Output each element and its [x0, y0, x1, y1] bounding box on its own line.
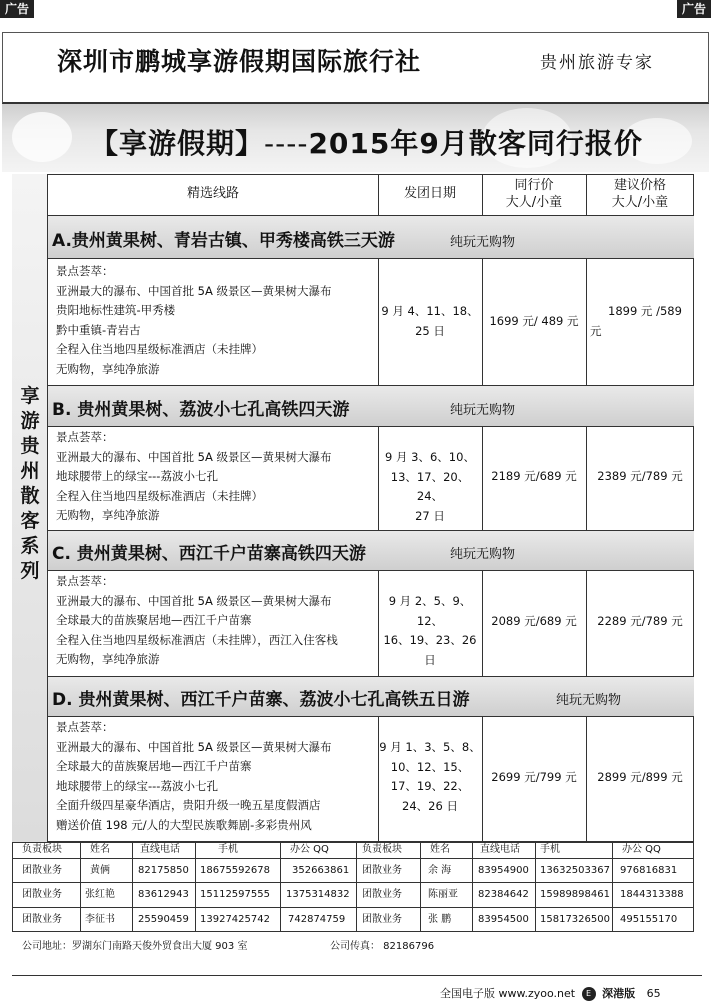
agency-name: 深圳市鹏城享游假期国际旅行社: [57, 47, 422, 76]
col-header-departure: 发团日期: [403, 186, 456, 201]
title-dashes: ----: [264, 127, 309, 160]
route-b-suggested-price: 2389 元/789 元: [597, 469, 683, 483]
route-a-note: 纯玩无购物: [450, 235, 516, 250]
route-c-highlights: 景点荟萃： 亚洲最大的瀑布、中国首批 5A 级景区—黄果树大瀑布 全球最大的苗族聚居地—西江千户苗寨 全程入住当地四星级标准酒店（未挂牌），西江入住客栈 无购物，享纯净旅游: [56, 574, 338, 666]
route-b-highlights: 景点荟萃： 亚洲最大的瀑布、中国首批 5A 级景区—黄果树大瀑布 地球腰带上的绿宝---荔波小七孔 全程入住当地四星级标准酒店（未挂牌） 无购物，享纯净旅游: [56, 430, 332, 522]
page-title: [90, 122, 643, 162]
page-footer: [440, 985, 661, 1001]
route-b-name: B. 贵州黄果树、荔波小七孔高铁四天游: [52, 400, 350, 420]
route-a-trade-price: 1699 元/ 489 元: [489, 314, 579, 328]
col-header-trade-price: 同行价 大人/小童: [505, 178, 563, 210]
edition-badge-icon: E: [582, 987, 596, 1001]
route-c-trade-price: 2089 元/689 元: [491, 614, 577, 628]
company-address: 公司地址：罗湖东门南路天俊外贸食出大厦 903 室: [22, 941, 248, 952]
contact-row: 团散业务 黄俩 82175850 18675592678 352663861 团散业务 余 海 83954900 13632503367 976816831: [22, 865, 678, 876]
section-label: 深港版: [602, 987, 636, 1000]
contact-row: 团散业务 张红艳 83612943 15112597555 1375314832 团散业务 陈丽亚 82384642 15989898461 1844313388: [22, 889, 684, 900]
route-c-dates: 9 月 2、5、9、12、 16、19、23、26 日: [383, 594, 477, 667]
col-header-suggested-price: 建议价格 大人/小童: [611, 178, 669, 210]
route-c-name: C. 贵州黄果树、西江千户苗寨高铁四天游: [52, 544, 366, 564]
route-d-dates: 9 月 1、3、5、8、 10、12、15、 17、19、22、 24、26 日: [379, 740, 481, 813]
title-rest: 2015年9月散客同行报价: [308, 127, 643, 160]
route-a-dates: 9 月 4、11、18、 25 日: [381, 304, 479, 338]
contact-row: 团散业务 李征书 25590459 13927425742 742874759 团散业务 张 鹏 83954500 15817326500 495155170: [22, 914, 678, 925]
sidebar-text: 享 游 贵 州 散 客 系 列: [20, 385, 40, 582]
route-b-trade-price: 2189 元/689 元: [491, 469, 577, 483]
specialist-tagline: 贵州旅游专家: [540, 53, 654, 73]
col-header-route: 精选线路: [186, 186, 239, 201]
route-d-note: 纯玩无购物: [556, 693, 622, 708]
route-a-highlights: 景点荟萃： 亚洲最大的瀑布、中国首批 5A 级景区—黄果树大瀑布 贵阳地标性建筑-甲秀楼 黔中重镇-青岩古 全程入住当地四星级标准酒店（未挂牌） 无购物，享纯净旅游: [56, 264, 332, 376]
company-fax: 公司传真： 82186796: [330, 941, 435, 952]
route-c-note: 纯玩无购物: [450, 547, 516, 562]
page-number: 65: [646, 987, 661, 1000]
ad-label-right: 广告: [677, 0, 711, 18]
route-b-note: 纯玩无购物: [450, 403, 516, 418]
route-b-dates: 9 月 3、6、10、 13、17、20、24、 27 日: [385, 450, 475, 523]
route-d-name: D. 贵州黄果树、西江千户苗寨、荔波小七孔高铁五日游: [52, 690, 470, 710]
route-c-suggested-price: 2289 元/789 元: [597, 614, 683, 628]
title-bracket: 【享游假期】: [90, 127, 265, 160]
route-a-suggested-price: 1899 元 /589 元: [590, 304, 682, 338]
ad-label-left: 广告: [0, 0, 34, 18]
edition-label: 全国电子版 www.zyoo.net: [440, 987, 576, 1000]
route-d-highlights: 景点荟萃： 亚洲最大的瀑布、中国首批 5A 级景区—黄果树大瀑布 全球最大的苗族聚居地—西江千户苗寨 地球腰带上的绿宝---荔波小七孔 全面升级四星豪华酒店，贵阳升级一晚五星度假酒店 赠送价值 198 元/人的大型民族歌舞剧-多彩贵州风: [56, 720, 332, 832]
route-d-trade-price: 2699 元/799 元: [491, 770, 577, 784]
route-d-suggested-price: 2899 元/899 元: [597, 770, 683, 784]
route-a-name: A.贵州黄果树、青岩古镇、甲秀楼高铁三天游: [52, 231, 395, 251]
contact-header-row: 负责板块 姓名 直线电话 手机 办公 QQ 负责板块 姓名 直线电话 手机 办公 QQ: [22, 844, 661, 855]
